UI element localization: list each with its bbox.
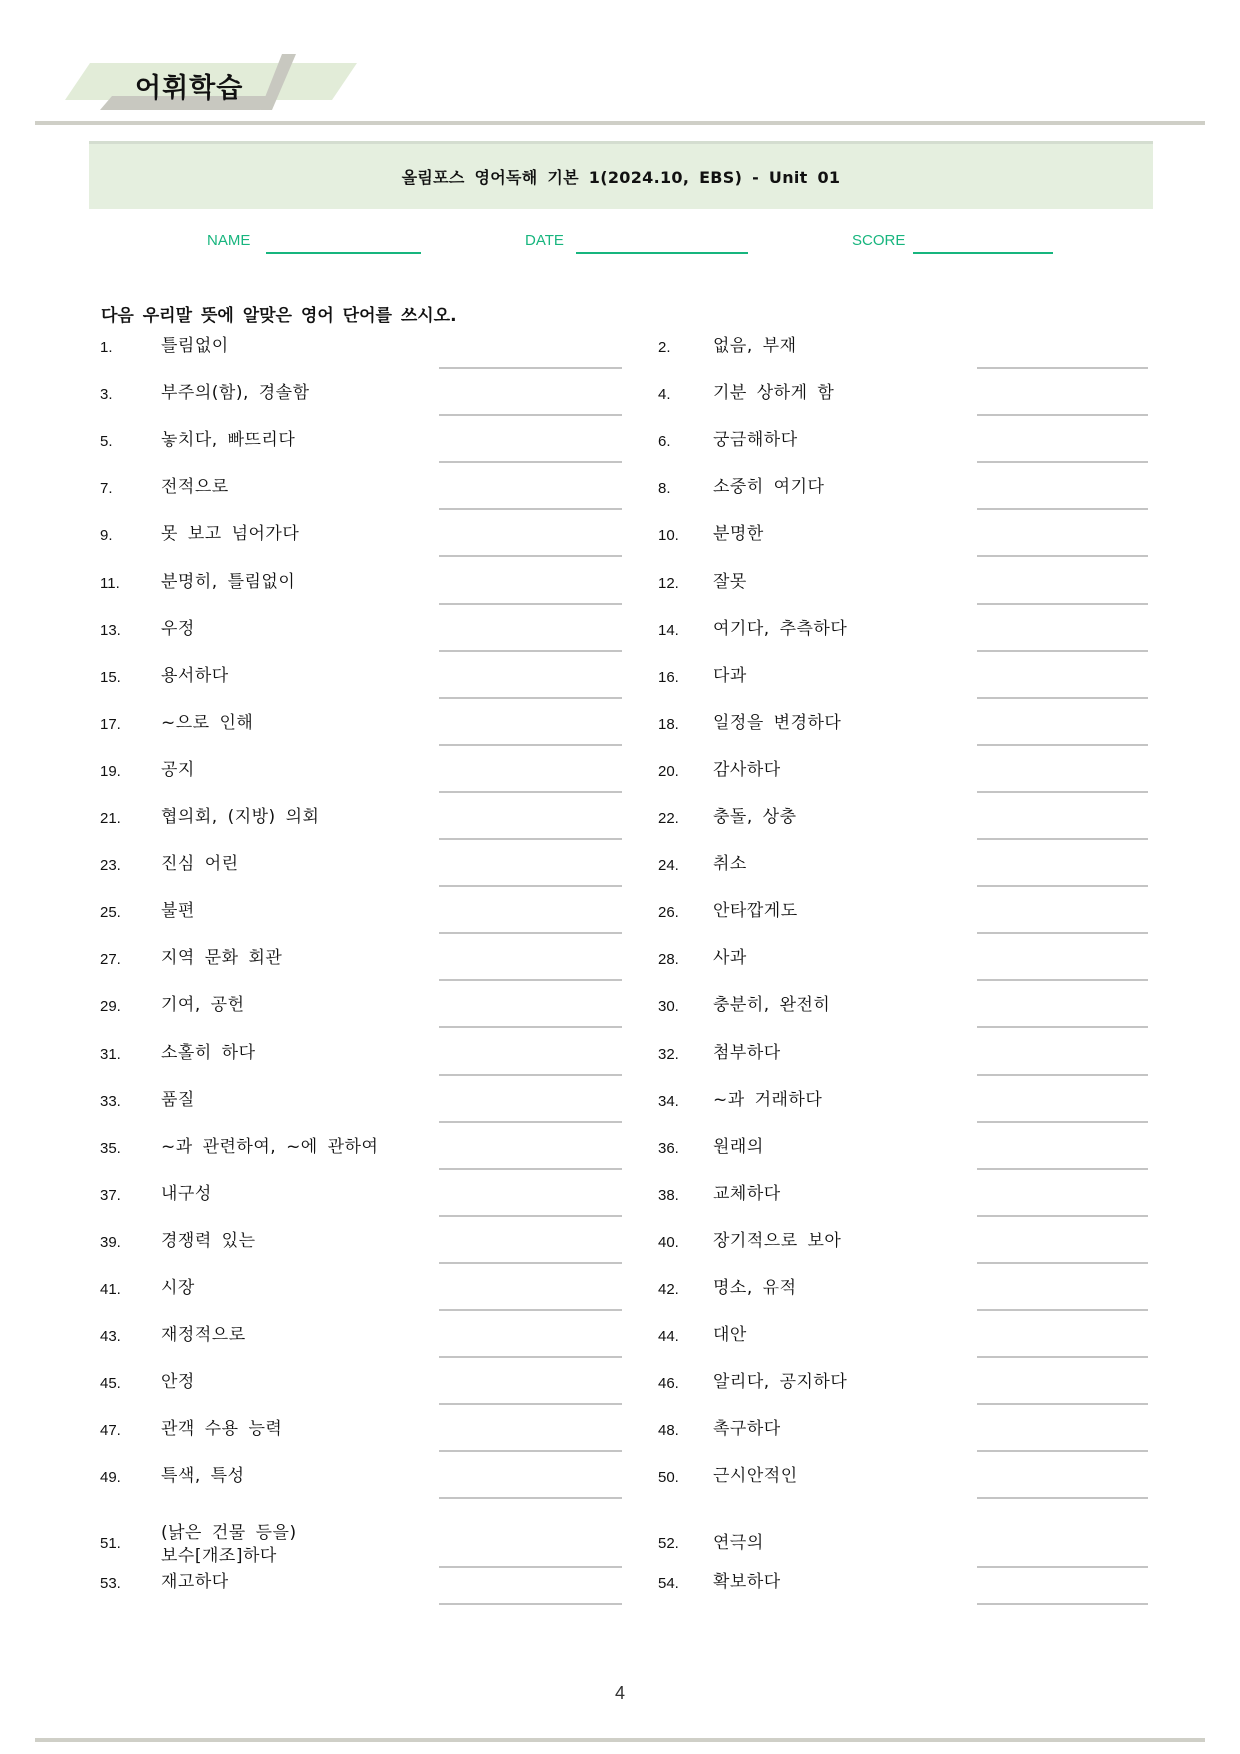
- item-number: 33.: [100, 1092, 121, 1110]
- date-label: DATE: [525, 232, 564, 249]
- item-meaning: 잘못: [713, 571, 747, 592]
- item-meaning: 협의회, (지방) 의회: [161, 807, 320, 827]
- answer-line[interactable]: [439, 1215, 622, 1217]
- answer-line[interactable]: [439, 650, 622, 652]
- score-label: SCORE: [852, 232, 906, 249]
- answer-line[interactable]: [439, 744, 622, 746]
- item-number: 31.: [100, 1045, 121, 1063]
- item-number: 8.: [658, 480, 671, 498]
- header-divider: [35, 121, 1205, 125]
- item-meaning: 충분히, 완전히: [713, 995, 831, 1016]
- answer-line[interactable]: [977, 838, 1148, 840]
- item-meaning: 사과: [713, 948, 747, 969]
- worksheet-title: 올림포스 영어독해 기본 1(2024.10, EBS) - Unit 01: [401, 168, 841, 187]
- answer-line[interactable]: [977, 508, 1148, 510]
- date-field[interactable]: [576, 252, 748, 254]
- item-number: 43.: [100, 1328, 121, 1346]
- item-meaning: 다과: [713, 665, 747, 686]
- item-meaning: 못 보고 넘어가다: [161, 524, 300, 545]
- answer-line[interactable]: [439, 1497, 622, 1499]
- item-meaning: 품질: [161, 1089, 195, 1110]
- item-meaning: 소홀히 하다: [161, 1042, 256, 1063]
- item-number: 36.: [658, 1139, 679, 1157]
- item-number: 53.: [100, 1574, 121, 1592]
- item-number: 17.: [100, 715, 121, 733]
- item-meaning: 없음, 부재: [713, 336, 797, 356]
- item-number: 7.: [100, 480, 113, 498]
- item-number: 44.: [658, 1328, 679, 1346]
- item-number: 16.: [658, 668, 679, 686]
- item-number: 18.: [658, 715, 679, 733]
- answer-line[interactable]: [977, 1262, 1148, 1264]
- item-number: 34.: [658, 1092, 679, 1110]
- answer-line[interactable]: [977, 1074, 1148, 1076]
- item-meaning: 교체하다: [713, 1183, 781, 1204]
- answer-line[interactable]: [977, 1450, 1148, 1452]
- item-number: 13.: [100, 621, 121, 639]
- item-meaning: (낡은 건물 등을) 보수[개조]하다: [161, 1522, 297, 1566]
- item-meaning: 내구성: [161, 1183, 212, 1204]
- answer-line[interactable]: [439, 1403, 622, 1405]
- answer-line[interactable]: [439, 1074, 622, 1076]
- answer-line[interactable]: [977, 744, 1148, 746]
- answer-line[interactable]: [439, 885, 622, 887]
- item-number: 20.: [658, 762, 679, 780]
- answer-line[interactable]: [439, 603, 622, 605]
- answer-line[interactable]: [977, 1026, 1148, 1028]
- answer-line[interactable]: [977, 1566, 1148, 1568]
- answer-line[interactable]: [439, 1262, 622, 1264]
- answer-line[interactable]: [439, 1121, 622, 1123]
- item-meaning: 틀림없이: [161, 336, 229, 356]
- answer-line[interactable]: [977, 1403, 1148, 1405]
- item-number: 21.: [100, 810, 121, 827]
- item-number: 5.: [100, 433, 113, 451]
- item-number: 47.: [100, 1422, 121, 1440]
- answer-line[interactable]: [977, 885, 1148, 887]
- item-number: 4.: [658, 386, 671, 404]
- item-number: 25.: [100, 904, 121, 922]
- worksheet-title-band: [89, 141, 1153, 209]
- item-number: 54.: [658, 1574, 679, 1592]
- item-meaning: 우정: [161, 618, 195, 639]
- answer-line[interactable]: [439, 555, 622, 557]
- item-meaning: 명소, 유적: [713, 1278, 797, 1298]
- answer-line[interactable]: [439, 1168, 622, 1170]
- item-meaning: 부주의(함), 경솔함: [161, 383, 310, 404]
- answer-line[interactable]: [977, 979, 1148, 981]
- item-meaning: ~으로 인해: [161, 712, 254, 733]
- item-meaning: 알리다, 공지하다: [713, 1372, 848, 1393]
- item-meaning: 촉구하다: [713, 1419, 781, 1440]
- item-number: 29.: [100, 998, 121, 1016]
- answer-line[interactable]: [439, 1356, 622, 1358]
- item-number: 41.: [100, 1281, 121, 1298]
- item-meaning: 공지: [161, 759, 195, 780]
- item-meaning: 용서하다: [161, 665, 229, 686]
- item-meaning: 기분 상하게 함: [713, 383, 835, 404]
- answer-line[interactable]: [439, 838, 622, 840]
- instruction: 다음 우리말 뜻에 알맞은 영어 단어를 쓰시오.: [101, 306, 457, 326]
- item-meaning: 시장: [161, 1278, 195, 1298]
- answer-line[interactable]: [977, 1215, 1148, 1217]
- item-meaning: 장기적으로 보아: [713, 1230, 842, 1251]
- answer-line[interactable]: [439, 1603, 622, 1605]
- answer-line[interactable]: [977, 932, 1148, 934]
- answer-line[interactable]: [439, 1450, 622, 1452]
- item-meaning: 충돌, 상충: [713, 807, 797, 827]
- item-meaning: 전적으로: [161, 477, 229, 498]
- answer-line[interactable]: [977, 1497, 1148, 1499]
- item-meaning: 관객 수용 능력: [161, 1419, 283, 1440]
- answer-line[interactable]: [977, 1121, 1148, 1123]
- section-tab-graphic: [0, 0, 380, 125]
- item-meaning: 감사하다: [713, 759, 781, 780]
- item-meaning: 대안: [713, 1325, 747, 1346]
- item-meaning: 지역 문화 회관: [161, 948, 283, 969]
- item-number: 40.: [658, 1233, 679, 1251]
- item-number: 42.: [658, 1281, 679, 1298]
- answer-line[interactable]: [977, 1309, 1148, 1311]
- answer-line[interactable]: [439, 508, 622, 510]
- answer-line[interactable]: [977, 1603, 1148, 1605]
- answer-line[interactable]: [439, 1309, 622, 1311]
- answer-line[interactable]: [977, 1168, 1148, 1170]
- item-number: 28.: [658, 951, 679, 969]
- item-number: 52.: [658, 1534, 679, 1552]
- answer-line[interactable]: [439, 932, 622, 934]
- item-meaning: 놓치다, 빠뜨리다: [161, 430, 296, 451]
- item-meaning: 연극의: [713, 1532, 764, 1553]
- answer-line[interactable]: [977, 461, 1148, 463]
- item-meaning: 궁금해하다: [713, 430, 798, 451]
- item-meaning: 안타깝게도: [713, 901, 798, 922]
- item-number: 37.: [100, 1186, 121, 1204]
- item-meaning: 재정적으로: [161, 1325, 246, 1346]
- item-number: 2.: [658, 339, 671, 356]
- answer-line[interactable]: [439, 697, 622, 699]
- item-number: 22.: [658, 810, 679, 827]
- item-number: 39.: [100, 1233, 121, 1251]
- answer-line[interactable]: [977, 367, 1148, 369]
- answer-line[interactable]: [977, 603, 1148, 605]
- item-meaning: 재고하다: [161, 1571, 229, 1592]
- item-meaning: 특색, 특성: [161, 1466, 245, 1487]
- name-field[interactable]: [266, 252, 421, 254]
- item-number: 14.: [658, 621, 679, 639]
- item-number: 6.: [658, 433, 671, 451]
- score-field[interactable]: [913, 252, 1053, 254]
- answer-line[interactable]: [439, 791, 622, 793]
- item-meaning: ~과 관련하여, ~에 관하여: [161, 1136, 379, 1157]
- item-number: 38.: [658, 1186, 679, 1204]
- item-meaning: 분명한: [713, 524, 764, 545]
- item-number: 32.: [658, 1045, 679, 1063]
- item-meaning: 불편: [161, 901, 195, 922]
- item-number: 11.: [100, 574, 120, 592]
- answer-line[interactable]: [977, 555, 1148, 557]
- item-number: 27.: [100, 951, 121, 969]
- answer-line[interactable]: [977, 414, 1148, 416]
- answer-line[interactable]: [977, 697, 1148, 699]
- item-number: 26.: [658, 904, 679, 922]
- item-meaning: 일정을 변경하다: [713, 712, 842, 733]
- item-number: 10.: [658, 527, 679, 545]
- item-meaning: 취소: [713, 854, 747, 875]
- item-meaning: 경쟁력 있는: [161, 1230, 256, 1251]
- item-meaning: 여기다, 추측하다: [713, 618, 848, 639]
- item-number: 50.: [658, 1469, 679, 1487]
- item-number: 30.: [658, 998, 679, 1016]
- page-number: 4: [614, 1683, 625, 1703]
- item-meaning: 안정: [161, 1372, 195, 1393]
- answer-line[interactable]: [439, 979, 622, 981]
- name-label: NAME: [207, 232, 251, 249]
- item-number: 35.: [100, 1139, 121, 1157]
- item-number: 3.: [100, 386, 113, 404]
- footer-divider: [35, 1738, 1205, 1742]
- answer-line[interactable]: [439, 1566, 622, 1568]
- item-meaning: 원래의: [713, 1136, 764, 1157]
- item-meaning: 분명히, 틀림없이: [161, 571, 296, 592]
- item-number: 46.: [658, 1375, 679, 1393]
- item-meaning: 확보하다: [713, 1571, 781, 1592]
- answer-line[interactable]: [439, 414, 622, 416]
- answer-line[interactable]: [439, 461, 622, 463]
- item-number: 15.: [100, 668, 121, 686]
- answer-line[interactable]: [977, 1356, 1148, 1358]
- item-number: 51.: [100, 1534, 121, 1552]
- item-meaning: 소중히 여기다: [713, 477, 825, 498]
- section-title: 어휘학습: [135, 73, 244, 104]
- answer-line[interactable]: [439, 367, 622, 369]
- item-number: 23.: [100, 857, 121, 875]
- item-meaning: ~과 거래하다: [713, 1089, 823, 1110]
- answer-line[interactable]: [977, 791, 1148, 793]
- item-number: 45.: [100, 1375, 121, 1393]
- item-number: 9.: [100, 527, 113, 545]
- answer-line[interactable]: [977, 650, 1148, 652]
- item-number: 12.: [658, 574, 679, 592]
- item-meaning: 근시안적인: [713, 1466, 798, 1487]
- item-meaning: 첨부하다: [713, 1042, 781, 1063]
- item-number: 49.: [100, 1469, 121, 1487]
- item-meaning: 기여, 공헌: [161, 995, 245, 1016]
- item-number: 19.: [100, 762, 121, 780]
- item-number: 48.: [658, 1422, 679, 1440]
- item-number: 1.: [100, 339, 113, 356]
- answer-line[interactable]: [439, 1026, 622, 1028]
- item-number: 24.: [658, 857, 679, 875]
- item-meaning: 진심 어린: [161, 854, 239, 875]
